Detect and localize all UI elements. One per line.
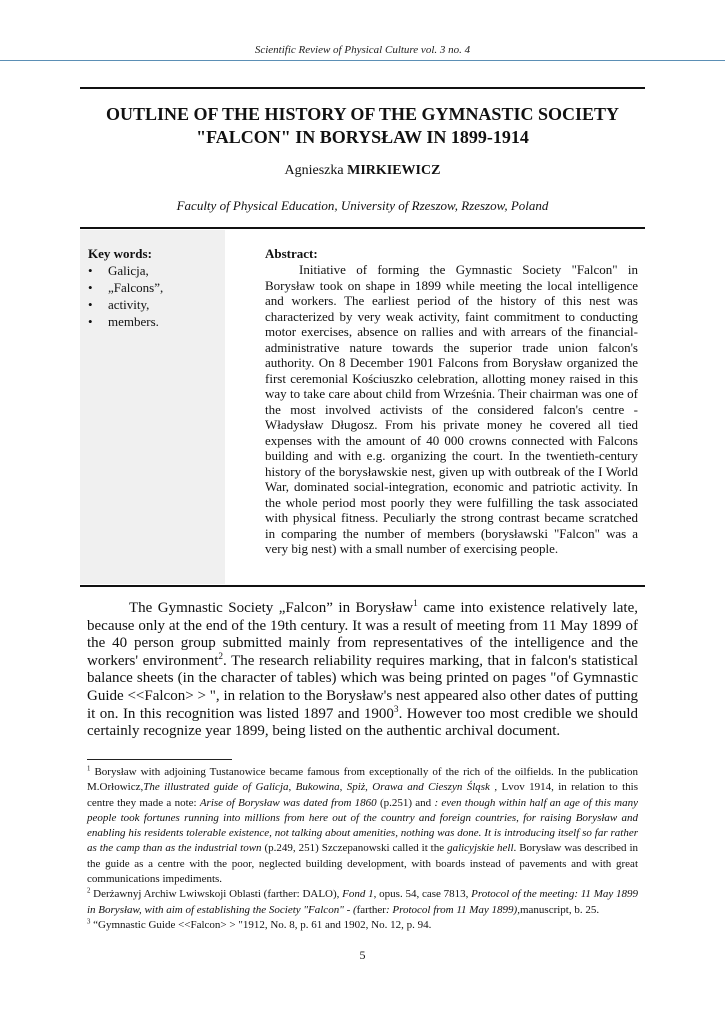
footnote-italic: Arise of Borysław was dated from 1860	[199, 796, 377, 809]
footnote-text: ,	[288, 781, 296, 794]
footnote-text: , opus. 54, case 7813,	[373, 888, 472, 901]
page-number: 5	[359, 948, 366, 962]
footnote-text: (p.251) and	[376, 796, 435, 809]
abstract-bottom-rule	[80, 585, 645, 587]
footnote-italic: Fond 1	[342, 888, 374, 901]
footnote-text: farther	[356, 903, 386, 916]
body-paragraph	[87, 600, 638, 741]
author-affiliation: Faculty of Physical Education, University of Rzeszow, Rzeszow, Poland	[176, 198, 549, 213]
footnote-1	[87, 765, 638, 887]
footnote-number: 1	[87, 765, 91, 773]
footnote-italic: : even though within half an age of this many people took fortunes running into millions from here out of the country and foreign countries, for raising Borysław and enabling his residents tolerable existence, not talking about amenities, nothing was done. It is introducing itself so far rather as the camp than as the industrial town	[87, 796, 638, 855]
footnote-text: “Gymnastic Guide <<Falcon> > "1912, No. 8, p. 61 and 1902, No. 12, p. 94.	[90, 918, 432, 931]
footnote-italic: Spiż	[346, 781, 366, 794]
footnote-italic: galicyjskie hell	[447, 842, 514, 855]
footnote-ref-3: 3	[393, 704, 399, 715]
footnote-number: 2	[87, 887, 91, 895]
footnote-number: 3	[87, 918, 91, 926]
footnote-italic: : Protocol from 11 May 1899),	[385, 903, 520, 916]
footnote-separator	[87, 759, 232, 760]
keyword-item: • „Falcons”,	[88, 279, 163, 296]
abstract-text: Initiative of forming the Gymnastic Society "Falcon" in Borysław took on shape in 1899 while meeting the local intelligence and workers. The earliest period of the history of this nest was characterized by very weak activity, faint commitment to conducting motor exercises, absence on rallies and with arrears of the financial-administrative nature towards the superior trade union falcon's authority. On 8 December 1901 Falcons from Borysław organized the first ceremonial Kościuszko celebration, allotting money raised in this way to take care about child from Września. Their chairman was one of the most involved activists of the considered falcon's centre - Władysław Długosz. From his private money he covered all tied expenses with the amount of 40 000 crowns connected with Falcons building and with e.g. organizing the court. In the twentieth-century history of the borysławskie nest, given up with outbreak of the I World War, dominated social-integration, economic and patriotic activity. In the whole period most poorly they were fulfilling the task associated with physical fitness. Peculiarly the strong contrast became scratched in comparing the number of members (borysławski "Falcon" was a very big nest) with a small number of exercising people.	[265, 262, 638, 556]
footnote-3	[87, 918, 638, 933]
footnote-italic: Orawa and Cieszyn Śląsk	[372, 781, 490, 794]
article-title: OUTLINE OF THE HISTORY OF THE GYMNASTIC SOCIETY "FALCON" IN BORYSŁAW IN 1899-1914	[106, 104, 619, 147]
footnote-text: , Lvov 1914, in relation to this centre they made a note:	[87, 781, 638, 809]
footnote-italic: Bukowina	[295, 781, 340, 794]
keywords-list	[88, 262, 163, 330]
keyword-item: • activity,	[88, 296, 163, 313]
body-text-segment: . However too most credible we should certainly recognize year 1899, being listed on the authentic archival document.	[87, 705, 638, 740]
footnote-italic: Protocol of the meeting: 11 May 1899 in Borysław, with aim of establishing the Society "Falcon" - (	[87, 888, 638, 916]
footnote-text: . Borysław was described in the guide as a centre with the poor, neglected building development, with boards instead of pavements and with great communications impediments.	[87, 842, 638, 886]
author-first-name: Agnieszka	[284, 163, 348, 178]
footnote-text: ,	[339, 781, 347, 794]
footnote-ref-1: 1	[413, 599, 418, 609]
footnote-text: Derżawnyj Archiw Lwiwskoji Oblasti (farther: DALO),	[90, 888, 343, 901]
footnote-ref-2: 2	[218, 651, 224, 662]
footnote-italic: The illustrated guide of Galicja	[143, 781, 289, 794]
footnote-text: ,	[365, 781, 373, 794]
author-line	[80, 163, 645, 179]
keywords-title: Key words:	[88, 246, 152, 261]
journal-header: Scientific Review of Physical Culture vol. 3 no. 4	[254, 44, 471, 56]
author-last-name: MIRKIEWICZ	[347, 163, 441, 178]
keyword-item: • Galicja,	[88, 262, 163, 279]
footnote-text: (p.249, 251) Szczepanowski called it the	[261, 842, 448, 855]
footnote-text: manuscript, b. 25.	[519, 903, 600, 916]
title-top-rule	[80, 87, 645, 89]
footnote-text: Borysław with adjoining Tustanowice became famous from exceptionally of the rich of the oilfields. In the publication M.Orłowicz,	[87, 766, 638, 794]
abstract-top-rule	[80, 227, 645, 229]
footnotes	[87, 765, 638, 933]
body-text-segment: . The research reliability requires marking, that in falcon's statistical balance sheets (in the character of tables) which was being printed on pages "of Gymnastic Guide <<Falcon> > ", in relation to the Borysław's nest appeared also other dates of putting it on. In this recognition was listed 1897 and 1900	[87, 652, 638, 722]
body-text-segment: came into existence relatively late, because only at the end of the 19th century. It was a result of meeting from 11 May 1899 of the 40 person group submitted mainly from representatives of the intelligence and the workers' environment	[87, 600, 638, 669]
header-divider	[0, 60, 725, 61]
footnote-2	[87, 887, 638, 918]
body-text-segment: The Gymnastic Society „Falcon” in Borysław	[129, 600, 414, 616]
abstract-title: Abstract:	[265, 246, 318, 261]
keyword-item: • members.	[88, 313, 163, 330]
